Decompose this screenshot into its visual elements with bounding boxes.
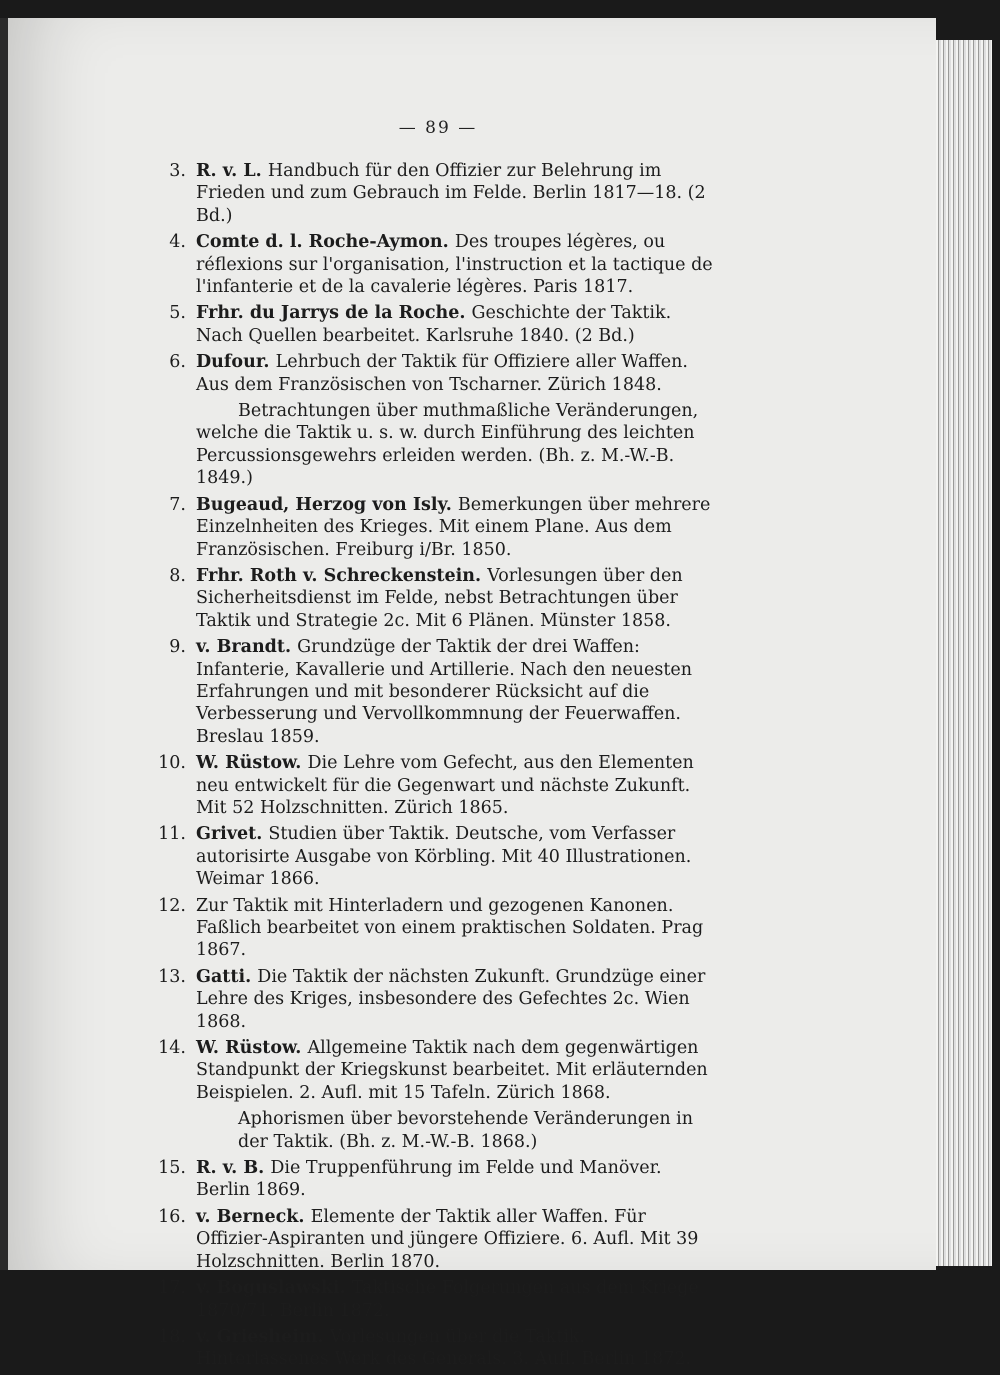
entry-author: Dufour. <box>196 352 276 373</box>
entry-author: R. v. L. <box>196 161 268 181</box>
entry-number: 11. <box>158 824 186 845</box>
list-item <box>138 160 718 227</box>
entry-author: R. v. B. <box>196 1158 271 1179</box>
entry-text: Handbuch für den Offizier zur Belehrung im Frieden und zum Gebrauch im Felde. Berlin 1817—18. (2 Bd.) <box>196 161 706 226</box>
list-item <box>138 752 718 819</box>
entry-number: 10. <box>158 753 186 774</box>
entry-author: Frhr. du Jarrys de la Roche. <box>196 303 472 324</box>
list-item <box>138 565 718 632</box>
bibliography-list <box>138 160 718 1375</box>
list-item <box>138 1037 718 1104</box>
entry-number: 13. <box>158 966 186 987</box>
list-item <box>138 494 718 561</box>
entry-number: 4. <box>169 232 186 253</box>
entry-author: Frhr. Roth v. Schreckenstein. <box>196 565 488 586</box>
list-item <box>138 895 718 962</box>
entry-author: v. Berneck. <box>196 1206 311 1227</box>
page-number: — 89 — <box>398 118 478 138</box>
entry-number: 8. <box>169 565 186 586</box>
entry-note: Aphorismen über bevorstehende Veränderungen in der Taktik. (Bh. z. M.-W.-B. 1868.) <box>238 1109 694 1152</box>
book-page <box>8 18 936 1370</box>
entry-number: 5. <box>169 303 186 324</box>
entry-number: 7. <box>169 494 186 515</box>
entry-number: 6. <box>169 352 186 373</box>
entry-number: 16. <box>158 1206 186 1227</box>
list-item <box>138 302 718 347</box>
book-spine-shadow <box>0 18 8 1270</box>
entry-text: Geschichte der Taktik. Nach Quellen bearbeitet. Karlsruhe 1840. (2 Bd.) <box>196 303 672 346</box>
entry-note: Betrachtungen über muthmaßliche Veränderungen, welche die Taktik u. s. w. durch Einführung des leichten Percussionsgewehrs erleiden werden. (Bh. z. M.-W.-B. 1849.) <box>196 401 699 489</box>
entry-number: 14. <box>158 1038 186 1059</box>
entry-number: 3. <box>169 161 186 181</box>
entry-number: 12. <box>158 895 186 916</box>
page-edges <box>936 40 992 1266</box>
entry-text: Bemerkungen über mehrere Einzelnheiten des Krieges. Mit einem Plane. Aus dem Französischen. Freiburg i/Br. 1850. <box>196 494 711 560</box>
entry-number: 17. <box>158 1278 186 1299</box>
list-item <box>138 1157 718 1202</box>
entry-author: v. Brandt. <box>196 637 298 658</box>
list-item <box>138 823 718 890</box>
entry-text: Elemente der Taktik aller Waffen. Für Offizier-Aspiranten und jüngere Offiziere. 6. Aufl. Mit 39 Holzschnitten. Berlin 1870. <box>196 1206 699 1272</box>
entry-text: Grundzüge der Taktik der drei Waffen: Infanterie, Kavallerie und Artillerie. Nach den neuesten Erfahrungen und mit besonderer Rücksicht auf die Verbesserung und Vervollkommnung der Feuerwaffen. Breslau 1859. <box>196 637 693 747</box>
entry-text: Lehrbuch der Taktik für Offiziere aller Waffen. Aus dem Französischen von Tscharner. Zürich 1848. <box>196 352 688 395</box>
entry-number: 18. <box>158 1326 186 1347</box>
list-item <box>138 636 718 748</box>
list-item <box>138 1326 718 1371</box>
entry-text: Des troupes légères, ou réflexions sur l'organisation, l'instruction et la tactique de l'infanterie et de la cavalerie légères. Paris 1817. <box>196 232 713 298</box>
entry-author: Bugeaud, Herzog von Isly. <box>196 494 458 515</box>
list-item <box>138 351 718 396</box>
entry-author: Gatti. <box>196 966 258 987</box>
entry-text: Die Truppenführung im Felde und Manöver. Berlin 1869. <box>196 1158 662 1201</box>
entry-author: v. Boguslawski. <box>196 1278 352 1299</box>
entry-number: 15. <box>158 1158 186 1179</box>
entry-text: Die Lehre vom Gefecht, aus den Elementen neu entwickelt für die Gegenwart und nächste Zukunft. Mit 52 Holzschnitten. Zürich 1865. <box>196 753 694 818</box>
list-item <box>138 1206 718 1273</box>
entry-author: Grivet. <box>196 824 269 845</box>
entry-text: Die Taktik der nächsten Zukunft. Grundzüge einer Lehre des Kriges, insbesondere des Gefechtes 2c. Wien 1868. <box>196 966 706 1032</box>
list-item <box>138 231 718 298</box>
entry-author: Comte d. l. Roche-Aymon. <box>196 232 455 253</box>
entry-number: 9. <box>169 637 186 658</box>
list-item <box>138 966 718 1033</box>
entry-author: W. Rüstow. <box>196 753 308 774</box>
entry-text: Taktische Folgerungen aus dem Kriege 1870/71. Berlin 1872. <box>196 1278 699 1321</box>
entry-author: v. Griesheim. <box>196 1326 330 1347</box>
entry-text: Studien über Taktik. Deutsche, vom Verfasser autorisirte Ausgabe von Körbling. Mit 40 Illustrationen. Weimar 1866. <box>196 824 692 890</box>
entry-text: Vorlesungen über die Taktik. Hinterlassenes Werk des Generals. 3. Aufl. Berlin 1872. <box>196 1326 692 1370</box>
entry-text: Allgemeine Taktik nach dem gegenwärtigen Standpunkt der Kriegskunst bearbeitet. Mit erläuternden Beispielen. 2. Aufl. mit 15 Tafeln. Zürich 1868. <box>196 1038 708 1103</box>
entry-text: Zur Taktik mit Hinterladern und gezogenen Kanonen. Faßlich bearbeitet von einem praktischen Soldaten. Prag 1867. <box>196 895 704 961</box>
entry-text: Vorlesungen über den Sicherheitsdienst im Felde, nebst Betrachtungen über Taktik und Strategie 2c. Mit 6 Plänen. Münster 1858. <box>196 565 683 631</box>
entry-author: W. Rüstow. <box>196 1038 308 1059</box>
